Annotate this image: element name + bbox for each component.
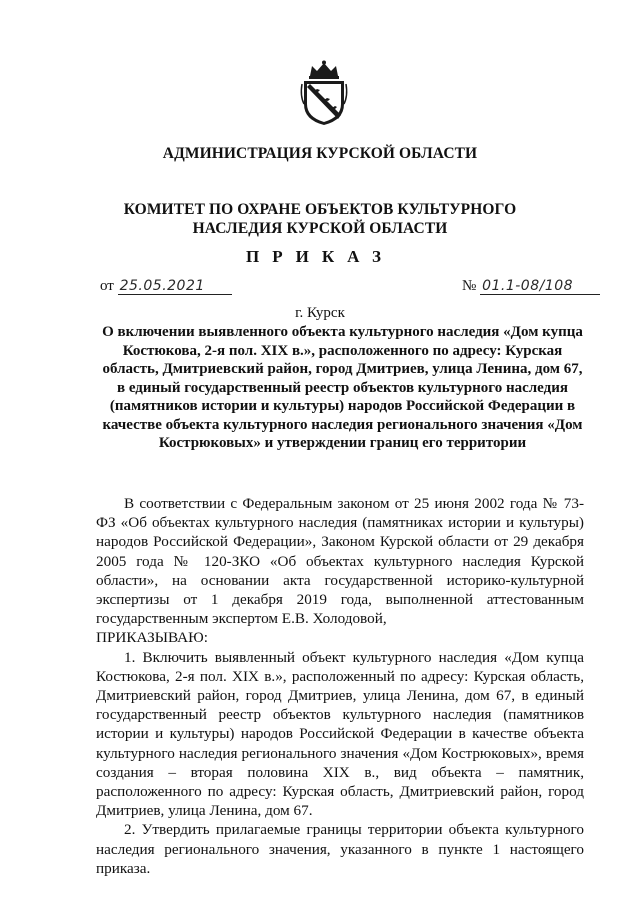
number-value: 01.1-08/108 — [480, 278, 600, 295]
number-line — [462, 278, 600, 295]
document-type-title: ПРИКАЗ — [246, 247, 394, 266]
command-word: ПРИКАЗЫВАЮ: — [96, 629, 208, 647]
order-item-1: 1. Включить выявленный объект культурного наследия «Дом купца Костюкова, 2-я пол. XIX в.», расположенный по адресу: Курская область, Дмитриевский район, город Дмитриев, улица Ленина, дом 67, в единый государственный реестр объектов культурного наследия (памятников истории и культуры) народов Российской Федерации в качестве объекта культурного наследия регионального значения «Дом Кострюковых», время создания – вторая половина XIX в., вид объекта – памятник, расположенного по адресу: Курская область, Дмитриевский район, город Дмитриев, улица Ленина, дом 67. — [96, 648, 584, 820]
organization-name: АДМИНИСТРАЦИЯ КУРСКОЙ ОБЛАСТИ — [162, 145, 478, 162]
city-line: г. Курск — [295, 305, 345, 321]
preamble-paragraph: В соответствии с Федеральным законом от 25 июня 2002 года № 73-ФЗ «Об объектах культурного наследия (памятниках истории и культуры) народов Российской Федерации», Законом Курской области от 29 декабря 2005 года № 120-ЗКО «Об объектах культурного наследия Курской области», на основании акта государственной историко-культурной экспертизы от 1 декабря 2019 года, выполненной аттестованным государственным экспертом Е.В. Холодовой, — [96, 495, 584, 628]
order-body — [96, 494, 584, 878]
kursk-coat-of-arms-icon — [298, 60, 350, 126]
date-line — [100, 278, 232, 295]
order-item-2: 2. Утвердить прилагаемые границы территории объекта культурного наследия регионального значения, указанного в пункте 1 настоящего приказа. — [96, 821, 584, 877]
order-subject: О включении выявленного объекта культурного наследия «Дом купца Костюкова, 2-я пол. XIX в.», расположенного по адресу: Курская область, Дмитриевский район, город Дмитриев, улица Ленина, дом 67, в единый государственный реестр объектов культурного наследия (памятников истории и культуры) народов Российской Федерации в качестве объекта культурного наследия регионального значения «Дом Кострюковых» и утверждении границ его территории — [102, 324, 583, 451]
committee-name: КОМИТЕТ ПО ОХРАНЕ ОБЪЕКТОВ КУЛЬТУРНОГО НАСЛЕДИЯ КУРСКОЙ ОБЛАСТИ — [123, 201, 517, 237]
date-value: 25.05.2021 — [118, 278, 232, 295]
number-prefix: № — [462, 278, 477, 294]
date-prefix: от — [100, 278, 114, 294]
